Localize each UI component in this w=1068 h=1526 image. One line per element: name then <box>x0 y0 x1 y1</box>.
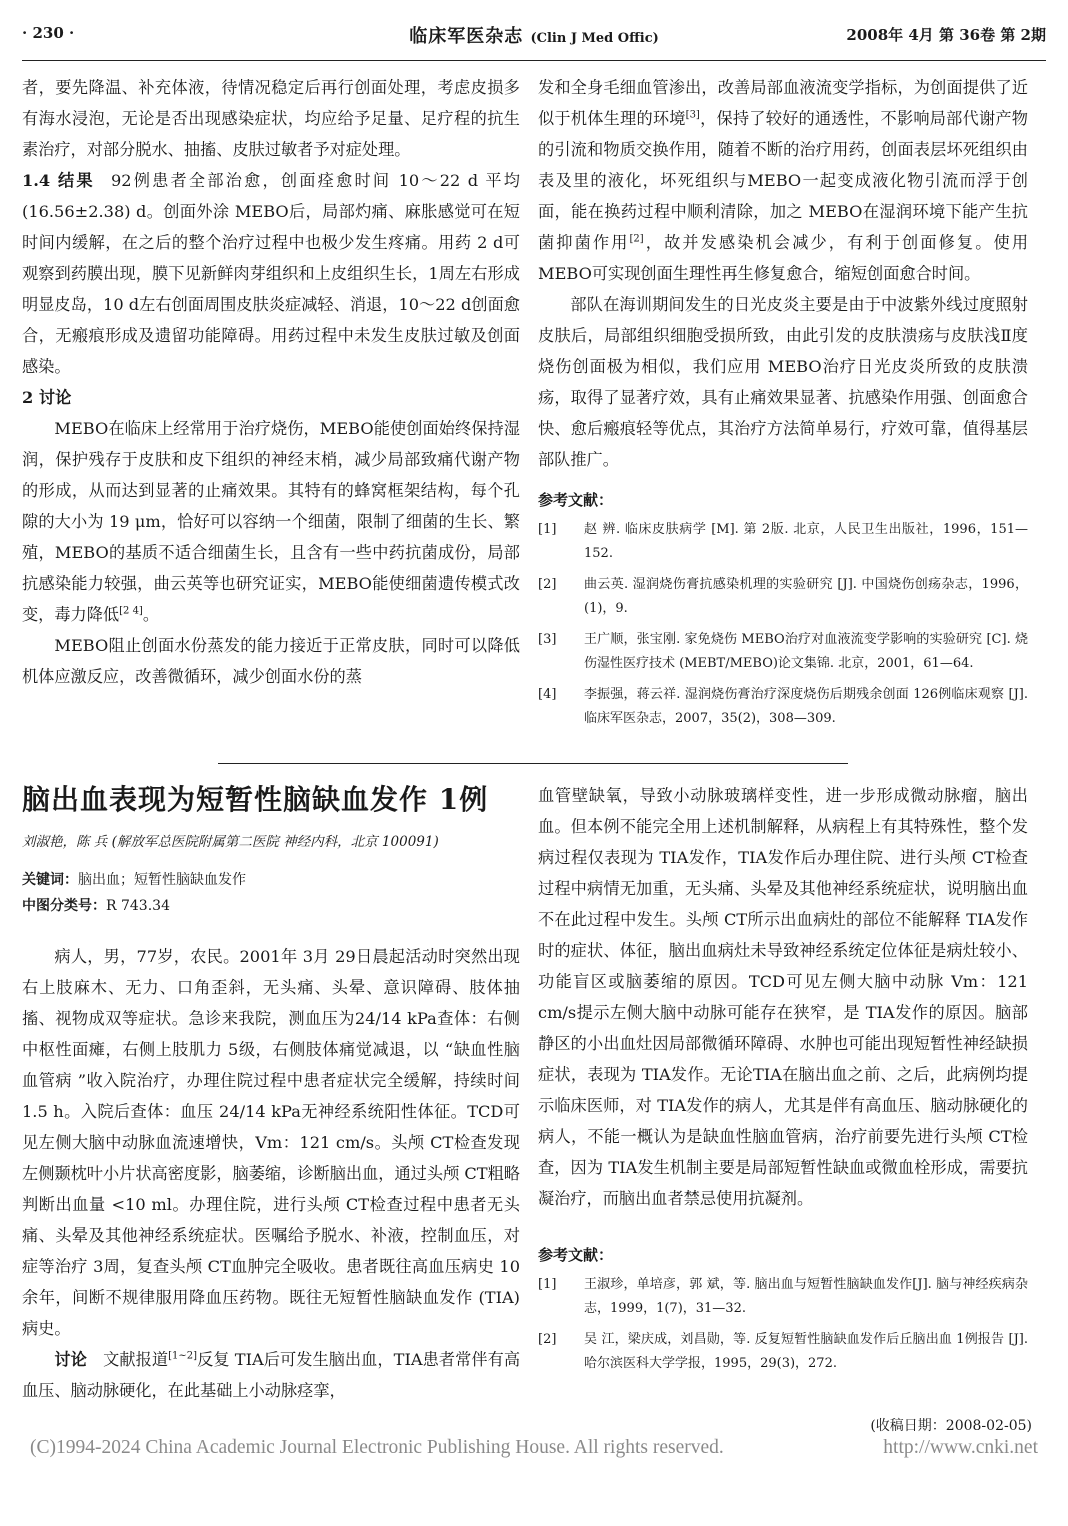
paragraph-lead-label: 讨论 <box>54 1350 87 1369</box>
article-references-list <box>538 1273 1028 1376</box>
article-right-column <box>538 780 1028 1440</box>
paragraph <box>22 165 520 382</box>
citation-marker: [1~2] <box>168 1350 198 1362</box>
reference-number: [1] <box>538 1277 557 1292</box>
page-number: · 230 · <box>22 24 75 42</box>
journal-title-en: (Clin J Med Offic) <box>530 31 659 46</box>
article-left-column <box>22 780 520 1435</box>
paragraph-text: 部队在海训期间发生的日光皮炎主要是由于中波紫外线过度照射皮肤后，局部组织细胞受损所致，由此引发的皮肤溃疡与皮肤浅Ⅱ度烧伤创面极为相似，我们应用 MEBO治疗日光皮炎所致的皮肤溃疡，取得了显著疗效，具有止痛效果显著、抗感染作用强、创面愈合快、愈后瘢痕轻等优点，其治疗方法简单易行，疗效可靠，值得基层部队推广。 <box>538 295 1028 469</box>
paragraph-text: 血管壁缺氧，导致小动脉玻璃样变性，进一步形成微动脉瘤，脑出血。但本例不能完全用上述机制解释，从病程上有其特殊性，整个发病过程仅表现为 TIA发作，TIA发作后办理住院、进行头颅 CT检查过程中病情无加重，无头痛、头晕及其他神经系统症状，说明脑出血不在此过程中发生。头颅 CT所示出血病灶的部位不能解释 TIA发作时的症状、体征，脑出血病灶未导致神经系统定位体征是病灶较小、功能盲区或脑萎缩的原因。TCD可见左侧大脑中动脉 Vm：121 cm/s提示左侧大脑中动脉可能存在狭窄，是 TIA发作的原因。脑部静区的小出血灶因局部微循环障碍、水肿也可能出现短暂性神经缺损症状，表现为 TIA发作。无论TIA在脑出血之前、之后，此病例均提示临床医师，对 TIA发作的病人，尤其是伴有高血压、脑动脉硬化的病人，不能一概认为是缺血性脑血管病，治疗前要先进行头颅 CT检查，因为 TIA发生机制主要是局部短暂性缺血或微血栓形成，需要抗凝治疗，而脑出血者禁忌使用抗凝剂。 <box>538 786 1028 1208</box>
section-heading: 2 讨论 <box>22 388 72 407</box>
article-title: 脑出血表现为短暂性脑缺血发作 1例 <box>22 783 489 816</box>
reference-text: 赵 辨. 临床皮肤病学 [M]. 第 2版. 北京，人民卫生出版社，1996，151—152. <box>584 522 1028 561</box>
paragraph <box>538 780 1028 1214</box>
paragraph <box>22 941 520 1344</box>
article-left-text <box>22 941 520 1406</box>
reference-number: [1] <box>538 522 557 537</box>
paragraph-text: MEBO在临床上经常用于治疗烧伤，MEBO能使创面始终保持湿润，保护残存于皮肤和皮下组织的神经末梢，减少局部致痛代谢产物的形成，从而达到显著的止痛效果。其特有的蜂窝框架结构，每个孔隙的大小为 19 μm，恰好可以容纳一个细菌，限制了细菌的生长、繁殖，MEBO的基质不适合细菌生长，且含有一些中药抗菌成份，局部抗感染能力较强，曲云英等也研究证实，MEBO能使细菌遗传模式改变，毒力降低 <box>22 419 520 624</box>
reference-text: 王广顺，张宝刚. 家免烧伤 MEBO治疗对血液流变学影响的实验研究 [C]. 烧伤湿性医疗技术 (MEBT/MEBO)论文集锦. 北京，2001，61—64. <box>584 632 1028 671</box>
reference-number: [4] <box>538 687 557 702</box>
article-authors: 刘淑艳，陈 兵 (解放军总医院附属第二医院 神经内科，北京 100091) <box>22 834 439 850</box>
prev-article-right-text <box>538 72 1028 475</box>
paragraph-text: 92例患者全部治愈，创面痊愈时间 10～22 d 平均 (16.56±2.38) d。创面外涂 MEBO后，局部灼痛、麻胀感觉可在短时间内缓解，在之后的整个治疗过程中也极少发生疼痛。用药 2 d可观察到药膜出现，膜下见新鲜肉芽组织和上皮组织生长，1周左右形成明显皮岛，10 d左右创面周围皮肤炎症减轻、消退，10～22 d创面愈合，无瘢痕形成及遗留功能障碍。用药过程中未发生皮肤过敏及创面感染。 <box>22 171 520 376</box>
reference-item <box>538 573 1028 621</box>
reference-text: 曲云英. 湿润烧伤膏抗感染机理的实验研究 [J]. 中国烧伤创疡杂志，1996，(1)，9. <box>584 577 1028 616</box>
citation-marker: [2 4] <box>119 605 143 617</box>
citation-marker: [3] <box>685 109 700 121</box>
clc-label: 中图分类号： <box>22 898 106 914</box>
prev-references-list <box>538 518 1028 731</box>
article-right-text <box>538 780 1028 1214</box>
paragraph <box>538 289 1028 475</box>
reference-number: [2] <box>538 1332 557 1347</box>
reference-item <box>538 1328 1028 1376</box>
prev-references-title: 参考文献： <box>538 491 614 509</box>
paragraph-text: 发和全身毛细血管渗出，改善局部血液流变学指标，为创面提供了近似于机体生理的环境 <box>538 78 1028 128</box>
reference-item <box>538 518 1028 566</box>
paragraph <box>22 72 520 165</box>
paragraph-text: 者，要先降温、补充体液，待情况稳定后再行创面处理，考虑皮损多有海水浸泡，无论是否出现感染症状，均应给予足量、足疗程的抗生素治疗，对部分脱水、抽搐、皮肤过敏者予对症处理。 <box>22 78 520 159</box>
reference-text: 王淑珍，单培彦，郭 斌，等. 脑出血与短暂性脑缺血发作[J]. 脑与神经疾病杂志，1999，1(7)，31—32. <box>584 1277 1028 1316</box>
copyright-footer <box>30 1437 1038 1459</box>
article-separator-rule <box>218 763 848 764</box>
clc-line <box>22 895 520 917</box>
paragraph-text: 文献报道 <box>103 1350 169 1369</box>
cnki-url: http://www.cnki.net <box>883 1437 1038 1458</box>
running-header <box>22 22 1046 54</box>
paragraph-text: 。 <box>142 605 160 624</box>
prev-article-right-column <box>538 72 1028 752</box>
issue-info: 2008年 4月 第 36卷 第 2期 <box>846 26 1046 44</box>
reference-text: 李振强，蒋云祥. 湿润烧伤膏治疗深度烧伤后期残余创面 126例临床观察 [J]. 临床军医杂志，2007，35(2)，308—309. <box>584 687 1028 726</box>
paragraph-text: MEBO阻止创面水份蒸发的能力接近于正常皮肤，同时可以降低机体应激反应，改善微循环，减少创面水份的蒸 <box>22 636 520 686</box>
journal-title-cn: 临床军医杂志 <box>409 26 524 47</box>
received-date: (收稿日期：2008-02-05) <box>870 1418 1032 1434</box>
copyright-text: (C)1994-2024 China Academic Journal Electronic Publishing House. All rights reserved. <box>30 1437 724 1458</box>
paragraph <box>22 630 520 692</box>
paragraph <box>22 1344 520 1406</box>
reference-item <box>538 628 1028 676</box>
paragraph-text: ，保持了较好的通透性，不影响局部代谢产物的引流和物质交换作用，随着不断的治疗用药，创面表层坏死组织由表及里的液化，坏死组织与MEBO一起变成液化物引流而浮于创面，能在换药过程中顺利清除，加之 MEBO在湿润环境下能产生抗菌抑菌作用 <box>538 109 1028 252</box>
keywords-line <box>22 869 520 891</box>
reference-text: 吴 江，梁庆成，刘昌勋，等. 反复短暂性脑缺血发作后丘脑出血 1例报告 [J]. 哈尔滨医科大学学报，1995，29(3)，272. <box>584 1332 1028 1371</box>
article-references-title: 参考文献： <box>538 1246 614 1264</box>
reference-item <box>538 683 1028 731</box>
clc-value: R 743.34 <box>106 898 170 914</box>
reference-number: [3] <box>538 632 557 647</box>
keywords-label: 关键词： <box>22 872 78 888</box>
reference-number: [2] <box>538 577 557 592</box>
paragraph-text: 反复 TIA后可发生脑出血，TIA患者常伴有高血压、脑动脉硬化，在此基础上小动脉痉挛， <box>22 1350 520 1400</box>
paragraph <box>22 413 520 630</box>
paragraph-lead-label: 1.4 结果 <box>22 171 95 190</box>
prev-article-left-column <box>22 72 520 748</box>
keywords-value: 脑出血；短暂性脑缺血发作 <box>78 872 246 888</box>
paragraph-text: 病人，男，77岁，农民。2001年 3月 29日晨起活动时突然出现右上肢麻木、无力、口角歪斜，无头痛、头晕、意识障碍、肢体抽搐、视物成双等症状。急诊来我院，测血压为24/14 kPa查体：右侧中枢性面瘫，右侧上肢肌力 5级，右侧肢体痛觉减退，以 “缺血性脑血管病 ”收入院治疗，办理住院过程中患者症状完全缓解，持续时间 1.5 h。入院后查体：血压 24/14 kPa无神经系统阳性体征。TCD可见左侧大脑中动脉血流速增快，Vm：121 cm/s。头颅 CT检查发现左侧颞枕叶小片状高密度影，脑萎缩，诊断脑出血，通过头颅 CT粗略判断出血量 <10 ml。办理住院，进行头颅 CT检查过程中患者无头痛、头晕及其他神经系统症状。医嘱给予脱水、补液，控制血压，对症等治疗 3周，复查头颅 CT血肿完全吸收。患者既往高血压病史 10余年，间断不规律服用降血压药物。既往无短暂性脑缺血发作 (TIA)病史。 <box>22 947 520 1338</box>
paragraph <box>538 72 1028 289</box>
header-rule <box>22 60 1046 61</box>
reference-item <box>538 1273 1028 1321</box>
paragraph-text: ，故并发感染机会减少，有利于创面修复。使用 MEBO可实现创面生理性再生修复愈合，缩短创面愈合时间。 <box>538 233 1028 283</box>
citation-marker: [2] <box>629 233 644 245</box>
